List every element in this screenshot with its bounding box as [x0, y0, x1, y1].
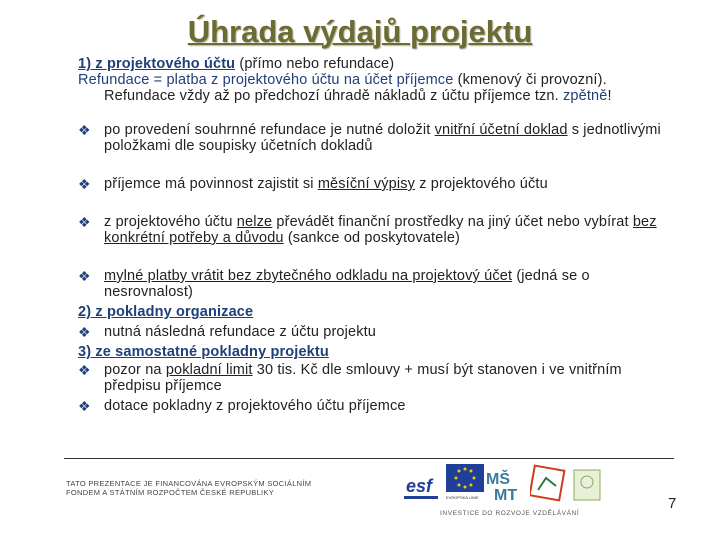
section1-heading-line — [78, 56, 678, 72]
diamond-bullet-icon: ❖ — [78, 268, 91, 284]
bullet-underlined: vnitřní účetní doklad — [434, 122, 568, 138]
diamond-bullet-icon: ❖ — [78, 176, 91, 192]
slide-title: Úhrada výdajů projektu — [187, 14, 533, 49]
refundace-term: Refundace = platba z projektového účtu na účet příjemce — [78, 72, 454, 88]
section2-heading: 2) z pokladny organizace — [78, 304, 254, 320]
bullet-dotace-pokladny — [78, 398, 678, 414]
region-logo-icon — [570, 464, 604, 502]
bullet-text: z projektového účtu — [415, 176, 548, 192]
eu-flag-icon — [446, 464, 484, 502]
refundace-exclamation: ! — [607, 88, 612, 104]
refundace-definition — [78, 72, 678, 104]
diamond-bullet-icon: ❖ — [78, 362, 91, 378]
diamond-bullet-icon: ❖ — [78, 324, 91, 340]
footer-divider — [64, 458, 674, 459]
bullet-nelze-prevadet — [78, 214, 678, 246]
bullet-mesicni-vypisy — [78, 176, 678, 192]
section1-heading: 1) z projektového účtu — [78, 56, 236, 72]
svg-text:MŠ: MŠ — [486, 471, 510, 488]
bullet-underlined: pokladní limit — [165, 362, 253, 378]
bullet-text: nutná následná refundace z účtu projektu — [104, 324, 377, 340]
page-number: 7 — [668, 495, 677, 512]
refundace-text: (kmenový či provozní). Refundace vždy až po předchozí úhradě nákladů z účtu příjemce tzn. — [104, 72, 607, 104]
bullet-pokladni-limit — [78, 362, 678, 394]
bullet-mylne-platby — [78, 268, 678, 300]
footer-investice-text: INVESTICE DO ROZVOJE VZDĚLÁVÁNÍ — [440, 510, 580, 517]
bullet-text: pozor na — [104, 362, 166, 378]
bullet-text: převádět finanční prostředky na jiný účet nebo vybírat — [272, 214, 633, 230]
footer-logos — [404, 464, 604, 506]
eu-label: EVROPSKÁ UNIE — [446, 495, 479, 500]
bullet-nutna-refundace — [78, 324, 678, 340]
msmt-logo-icon — [484, 464, 528, 502]
bullet-underlined: nelze — [236, 214, 273, 230]
bullet-text: (jedná se o nesrovnalost) — [104, 268, 590, 300]
svg-text:MT: MT — [494, 487, 518, 502]
refundace-zpetne: zpětně — [563, 88, 608, 104]
esf-logo-icon — [404, 464, 440, 502]
bullet-text: (sankce od poskytovatele) — [283, 230, 461, 246]
section1-heading-note: (přímo nebo refundace) — [235, 56, 395, 72]
diamond-bullet-icon: ❖ — [78, 398, 91, 414]
bullet-text: 30 tis. Kč dle smlouvy + musí být stanoven i ve vnitřním předpisu příjemce — [104, 362, 622, 394]
bullet-underlined: měsíční výpisy — [317, 176, 416, 192]
slide-content — [78, 56, 678, 414]
bullet-refundace-doklad — [78, 122, 678, 154]
bullet-text: po provedení souhrnné refundace je nutné doložit — [104, 122, 435, 138]
section3-heading: 3) ze samostatné pokladny projektu — [78, 344, 329, 360]
op-vk-logo-icon — [530, 464, 566, 502]
bullet-text: z projektového účtu — [104, 214, 237, 230]
bullet-text: příjemce má povinnost zajistit si — [104, 176, 318, 192]
bullet-underlined: mylné platby vrátit bez zbytečného odkladu na projektový účet — [104, 268, 513, 284]
diamond-bullet-icon: ❖ — [78, 214, 91, 230]
diamond-bullet-icon: ❖ — [78, 122, 91, 138]
footer-funding-text: TATO PREZENTACE JE FINANCOVÁNA EVROPSKÝM SOCIÁLNÍM FONDEM A STÁTNÍM ROZPOČTEM ČESKÉ REPUBLIKY — [66, 479, 312, 497]
esf-logo-text: esf — [406, 476, 433, 496]
bullet-text: dotace pokladny z projektového účtu příjemce — [104, 398, 406, 414]
bullet-text: s jednotlivými položkami dle soupisky účetních dokladů — [104, 122, 661, 154]
bullet-underlined: bez konkrétní potřeby a důvodu — [104, 214, 657, 246]
